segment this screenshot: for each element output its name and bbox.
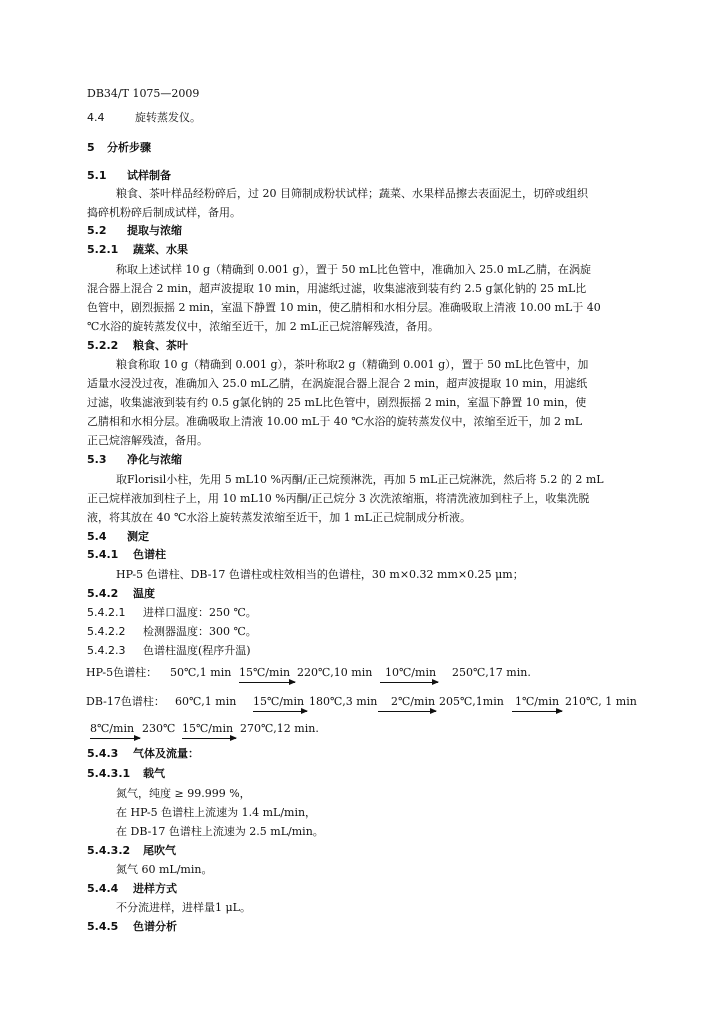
paragraph-line: 过滤，收集滤液到装有约 0.5 g氯化钠的 25 mL比色管中，剧烈振摇 2 min，室温下静置 10 min，使 bbox=[87, 396, 587, 409]
clause-5-2-2-heading bbox=[87, 339, 188, 352]
arrow-icon bbox=[512, 711, 562, 712]
paragraph-line: 色管中，剧烈振摇 2 min，室温下静置 10 min，使乙腈相和水相分层。准确吸取上清液 10.00 mL于 40 bbox=[87, 301, 601, 314]
clause-5-4-2-2 bbox=[87, 625, 257, 638]
clause-title: 色谱柱 bbox=[133, 548, 166, 561]
section-5-heading bbox=[87, 141, 151, 154]
paragraph-line: 适量水浸没过夜，准确加入 25.0 mL乙腈，在涡旋混合器上混合 2 min，超声波提取 10 min，用滤纸 bbox=[87, 377, 588, 390]
arrow-icon bbox=[182, 738, 236, 739]
arrow-icon bbox=[90, 738, 140, 739]
program-label: HP-5色谱柱： bbox=[86, 666, 158, 679]
clause-text: 进样口温度：250 ℃。 bbox=[143, 606, 257, 619]
program-step: 180℃,3 min bbox=[309, 695, 378, 708]
program-step: 60℃,1 min bbox=[175, 695, 237, 708]
arrow-icon bbox=[378, 711, 436, 712]
paragraph-line: HP-5 色谱柱、DB-17 色谱柱或柱效相当的色谱柱，30 m×0.32 mm×0.25 μm； bbox=[116, 568, 524, 581]
clause-4-4 bbox=[87, 111, 201, 124]
clause-number: 5.4.3.2 bbox=[87, 844, 131, 857]
clause-title: 粮食、茶叶 bbox=[133, 339, 188, 352]
program-rate: 1℃/min bbox=[515, 695, 560, 708]
paragraph-line: 氮气，纯度 ≥ 99.999 %， bbox=[116, 787, 251, 800]
clause-5-4-2-1 bbox=[87, 606, 257, 619]
paragraph-line: ℃水浴的旋转蒸发仪中，浓缩至近干，加 2 mL正己烷溶解残渣，备用。 bbox=[87, 320, 440, 333]
program-rate: 15℃/min bbox=[253, 695, 305, 708]
clause-title: 尾吹气 bbox=[143, 844, 176, 857]
clause-title: 净化与浓缩 bbox=[127, 453, 182, 466]
section-number: 5 bbox=[87, 141, 95, 154]
clause-title: 气体及流量： bbox=[133, 747, 199, 760]
clause-text: 色谱柱温度(程序升温) bbox=[143, 644, 251, 657]
paragraph-line: 在 HP-5 色谱柱上流速为 1.4 mL/min， bbox=[116, 806, 317, 819]
clause-5-4-2-3 bbox=[87, 644, 251, 657]
section-title: 分析步骤 bbox=[107, 141, 151, 154]
program-step: 270℃,12 min. bbox=[240, 722, 319, 735]
paragraph-line: 称取上述试样 10 g（精确到 0.001 g），置于 50 mL比色管中，准确加入 25.0 mL乙腈，在涡旋 bbox=[116, 263, 592, 276]
clause-number: 5.4.2.3 bbox=[87, 644, 126, 657]
clause-5-4-1-heading bbox=[87, 548, 166, 561]
paragraph-line: 不分流进样，进样量1 μL。 bbox=[116, 901, 251, 914]
clause-5-4-3-1-heading bbox=[87, 767, 165, 780]
paragraph-line: 取Florisil小柱，先用 5 mL10 %丙酮/正己烷预淋洗，再加 5 mL正己烷淋洗，然后将 5.2 的 2 mL bbox=[116, 473, 604, 486]
clause-5-4-heading bbox=[87, 530, 149, 543]
clause-5-1-heading bbox=[87, 169, 171, 182]
paragraph-line: 在 DB-17 色谱柱上流速为 2.5 mL/min。 bbox=[116, 825, 324, 838]
program-step: 205℃,1min bbox=[439, 695, 504, 708]
clause-title: 温度 bbox=[133, 587, 155, 600]
program-rate: 2℃/min bbox=[391, 695, 436, 708]
paragraph-line: 乙腈相和水相分层。准确吸取上清液 10.00 mL于 40 ℃水浴的旋转蒸发仪中，浓缩至近干，加 2 mL bbox=[87, 415, 583, 428]
paragraph-line: 粮食称取 10 g（精确到 0.001 g），茶叶称取2 g（精确到 0.001 g），置于 50 mL比色管中，加 bbox=[116, 358, 589, 371]
clause-text: 检测器温度：300 ℃。 bbox=[143, 625, 257, 638]
program-rate: 8℃/min bbox=[90, 722, 135, 735]
arrow-icon bbox=[253, 711, 307, 712]
clause-5-2-heading bbox=[87, 224, 182, 237]
clause-number: 5.1 bbox=[87, 169, 107, 182]
clause-5-4-4-heading bbox=[87, 882, 177, 895]
program-rate: 15℃/min bbox=[182, 722, 234, 735]
program-step: 210℃, 1 min bbox=[565, 695, 637, 708]
program-label: DB-17色谱柱： bbox=[86, 695, 165, 708]
clause-number: 5.4.2.1 bbox=[87, 606, 126, 619]
clause-title: 提取与浓缩 bbox=[127, 224, 182, 237]
clause-title: 蔬菜、水果 bbox=[133, 243, 188, 256]
clause-number: 5.4.1 bbox=[87, 548, 119, 561]
paragraph-line: 混合器上混合 2 min，超声波提取 10 min，用滤纸过滤，收集滤液到装有约 2.5 g氯化钠的 25 mL比 bbox=[87, 282, 587, 295]
clause-number: 5.4.2 bbox=[87, 587, 119, 600]
program-step: 220℃,10 min bbox=[297, 666, 373, 679]
clause-number: 5.4.3.1 bbox=[87, 767, 131, 780]
clause-5-4-2-heading bbox=[87, 587, 155, 600]
clause-number: 5.2.1 bbox=[87, 243, 119, 256]
clause-5-4-3-2-heading bbox=[87, 844, 176, 857]
paragraph-line: 氮气 60 mL/min。 bbox=[116, 863, 213, 876]
clause-title: 试样制备 bbox=[127, 169, 171, 182]
paragraph-line: 正己烷溶解残渣，备用。 bbox=[87, 434, 208, 447]
clause-number: 5.2.2 bbox=[87, 339, 119, 352]
program-rate: 10℃/min bbox=[385, 666, 437, 679]
program-rate: 15℃/min bbox=[239, 666, 291, 679]
clause-5-4-5-heading bbox=[87, 920, 177, 933]
clause-number: 5.4.4 bbox=[87, 882, 119, 895]
clause-number: 5.3 bbox=[87, 453, 107, 466]
arrow-icon bbox=[380, 682, 438, 683]
paragraph-line: 粮食、茶叶样品经粉碎后，过 20 目筛制成粉状试样；蔬菜、水果样品擦去表面泥土，切碎或组织 bbox=[116, 187, 588, 200]
clause-title: 载气 bbox=[143, 767, 165, 780]
clause-number: 5.4 bbox=[87, 530, 107, 543]
program-step: 250℃,17 min. bbox=[452, 666, 531, 679]
clause-number: 4.4 bbox=[87, 111, 105, 124]
clause-title: 色谱分析 bbox=[133, 920, 177, 933]
clause-number: 5.4.3 bbox=[87, 747, 119, 760]
clause-text: 旋转蒸发仪。 bbox=[135, 111, 201, 124]
paragraph-line: 正己烷样液加到柱子上，用 10 mL10 %丙酮/正己烷分 3 次洗浓缩瓶，将清洗液加到柱子上，收集洗脱 bbox=[87, 492, 590, 505]
clause-title: 测定 bbox=[127, 530, 149, 543]
clause-5-3-heading bbox=[87, 453, 182, 466]
clause-number: 5.2 bbox=[87, 224, 107, 237]
clause-5-4-3-heading bbox=[87, 747, 199, 760]
standard-number: DB34/T 1075—2009 bbox=[87, 87, 200, 100]
clause-number: 5.4.5 bbox=[87, 920, 119, 933]
arrow-icon bbox=[239, 682, 295, 683]
paragraph-line: 液，将其放在 40 ℃水浴上旋转蒸发浓缩至近干，加 1 mL正己烷制成分析液。 bbox=[87, 511, 472, 524]
clause-number: 5.4.2.2 bbox=[87, 625, 126, 638]
program-step: 230℃ bbox=[142, 722, 176, 735]
clause-5-2-1-heading bbox=[87, 243, 188, 256]
clause-title: 进样方式 bbox=[133, 882, 177, 895]
program-step: 50℃,1 min bbox=[170, 666, 232, 679]
paragraph-line: 捣碎机粉碎后制成试样，备用。 bbox=[87, 206, 241, 219]
